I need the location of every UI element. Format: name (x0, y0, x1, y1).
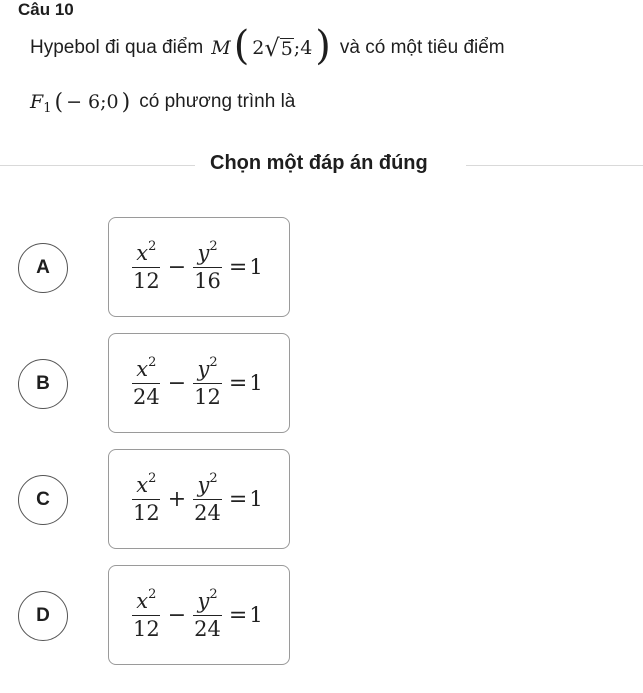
option-b[interactable] (18, 333, 298, 439)
fraction-x: $\frac{x^2}{12}$ (133, 587, 160, 641)
option-a-answer-box[interactable] (108, 217, 290, 317)
operator: + (167, 486, 187, 512)
focus-open-paren: ( (54, 89, 64, 115)
fraction-x: $\frac{x^2}{12}$ (133, 471, 160, 525)
option-c-answer-box[interactable] (108, 449, 290, 549)
fraction-x: $\frac{x^2}{12}$ (133, 239, 160, 293)
option-c-radio[interactable]: C (18, 475, 68, 525)
question-text-line-2 (30, 82, 295, 122)
option-a-radio[interactable]: A (18, 243, 68, 293)
point-m-coef: 2 (252, 37, 265, 59)
focus-subscript: 1 (43, 100, 52, 116)
option-b-answer-box[interactable] (108, 333, 290, 433)
focus-sep: ; (100, 91, 107, 113)
sqrt-radicand: 5 (280, 38, 293, 61)
sqrt-sign: √ (264, 34, 280, 62)
instruction-text: Chọn một đáp án đúng (210, 152, 428, 174)
question-text-before: Hypebol đi qua điểm (30, 37, 204, 58)
point-m-sep: ; (293, 37, 301, 59)
operator: − (167, 254, 187, 280)
equals-sign: = (228, 486, 248, 512)
fraction-y: $\frac{y^2}{12}$ (194, 355, 221, 409)
question-text-middle: và có một tiêu điểm (339, 37, 505, 58)
option-b-radio[interactable]: B (18, 359, 68, 409)
operator: − (167, 370, 187, 396)
right-hand-side: 1 (249, 255, 263, 279)
divider-line-right (466, 165, 643, 166)
right-hand-side: 1 (249, 371, 263, 395)
option-d-answer-box[interactable] (108, 565, 290, 665)
right-hand-side: 1 (249, 603, 263, 627)
option-c[interactable] (18, 449, 298, 555)
question-text-after: có phương trình là (139, 91, 296, 112)
question-number: Câu 10 (18, 0, 74, 19)
equals-sign: = (228, 370, 248, 396)
instruction-divider (0, 150, 643, 180)
option-a[interactable] (18, 217, 298, 323)
right-hand-side: 1 (249, 487, 263, 511)
fraction-y: $\frac{y^2}{24}$ (194, 587, 221, 641)
fraction-y: $\frac{y^2}{24}$ (194, 471, 221, 525)
focus-close-paren: ) (121, 89, 131, 115)
equals-sign: = (228, 254, 248, 280)
open-paren: ( (233, 23, 250, 69)
point-m-name: M (211, 37, 231, 59)
fraction-y: $\frac{y^2}{16}$ (194, 239, 221, 293)
divider-line-left (0, 165, 195, 166)
equals-sign: = (228, 602, 248, 628)
focus-y: 0 (106, 91, 119, 113)
focus-x: − 6 (66, 91, 101, 113)
focus-name: F (30, 91, 44, 113)
point-m-y: 4 (300, 37, 313, 59)
fraction-x: $\frac{x^2}{24}$ (133, 355, 160, 409)
question-text-line-1 (30, 23, 505, 69)
operator: − (167, 602, 187, 628)
option-d[interactable] (18, 565, 298, 671)
option-d-radio[interactable]: D (18, 591, 68, 641)
sqrt-expression (264, 36, 293, 60)
close-paren: ) (315, 23, 331, 69)
